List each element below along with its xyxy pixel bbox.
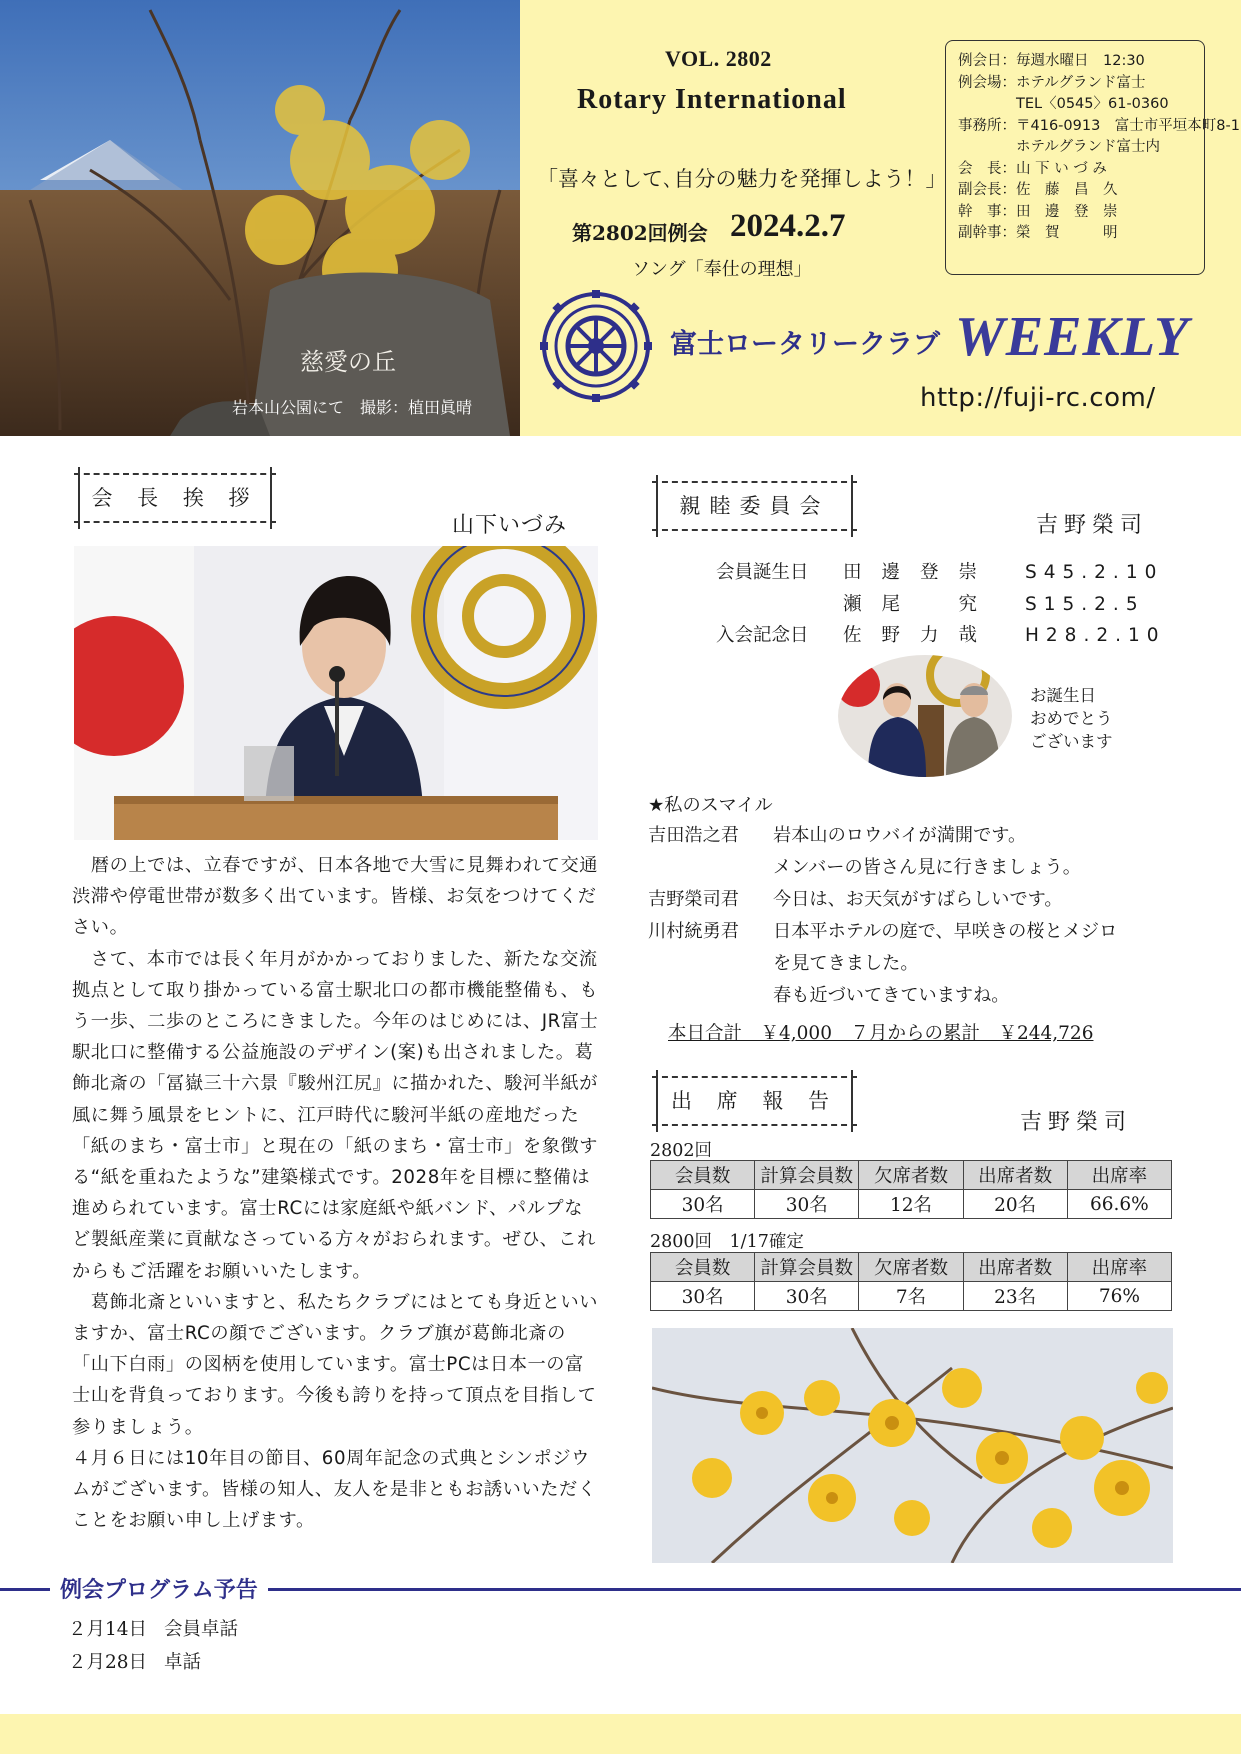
info-meeting-day: 例会日：毎週水曜日 12:30: [958, 53, 1145, 69]
attendance-report-label: 2802回: [650, 1141, 713, 1161]
table-cell: 30名: [651, 1282, 755, 1311]
wintersweet-photo: [652, 1328, 1173, 1563]
smile-text-line: 春も近づいてきていますね。: [773, 985, 1010, 1006]
weekly-logo: WEEKLY: [955, 306, 1190, 368]
stone-inscription: 慈愛の丘: [300, 348, 396, 376]
info-secretary: 幹 事：田 邊 登 崇: [958, 203, 1118, 220]
column-header: 欠席者数: [859, 1253, 963, 1282]
program-event: 卓話: [164, 1652, 202, 1673]
celebrations-list: [710, 557, 1180, 652]
table-cell: 30名: [651, 1190, 755, 1219]
table-cell: 66.6%: [1067, 1190, 1171, 1219]
birthday-message-line: お誕生日: [1030, 686, 1096, 705]
meeting-date: 2024.2.7: [730, 208, 846, 244]
song: ソング「奉仕の理想」: [632, 259, 812, 280]
club-info-box: [945, 40, 1240, 275]
attendance-table: [650, 1160, 1172, 1219]
fellowship-author: 吉野榮司: [1036, 513, 1149, 538]
attendance-report-label: 2800回 1/17確定: [650, 1232, 804, 1252]
info-tel: TEL〈0545〉61-0360: [958, 96, 1169, 112]
celebration-name: 田邊登崇: [843, 562, 998, 583]
program-date: ２月14日: [68, 1619, 148, 1640]
smile-text-line: 今日は、お天気がすばらしいです。: [773, 889, 1063, 910]
column-header: 欠席者数: [859, 1161, 963, 1190]
table-cell: 23名: [963, 1282, 1067, 1311]
table-cell: 7名: [859, 1282, 963, 1311]
attendance-author: 吉野榮司: [1020, 1110, 1133, 1135]
smile-text-line: メンバーの皆さん見に行きましょう。: [773, 857, 1081, 878]
greeting-section-title: 会 長 挨 拶: [74, 473, 276, 523]
info-vice-president: 副会長：佐 藤 昌 久: [958, 182, 1118, 198]
president-photo: [74, 546, 598, 840]
birthday-message: [1030, 684, 1113, 753]
birthday-message-line: ございます: [1030, 732, 1113, 751]
column-header: 計算会員数: [755, 1161, 859, 1190]
smile-member-name: 川村統勇君: [648, 921, 739, 942]
celebration-row: [710, 557, 1180, 589]
info-office: 事務所：〒416-0913 富士市平垣本町8-1: [958, 117, 1240, 134]
smile-entry: [648, 916, 1208, 1012]
info-president: 会 長：山 下 い づ み: [958, 160, 1107, 177]
cover-photo: [0, 0, 520, 436]
celebration-label: 入会記念日: [716, 625, 809, 646]
smile-entry: [648, 820, 1208, 884]
celebration-date: H28.2.10: [1025, 625, 1166, 646]
footer-band: [0, 1714, 1241, 1754]
smile-totals: 本日合計 ￥4,000 ７月からの累計 ￥244,726: [668, 1023, 1094, 1044]
smile-text-line: 岩本山のロウバイが満開です。: [773, 825, 1027, 846]
celebration-row: [710, 589, 1180, 621]
smile-heading: ★私のスマイル: [648, 795, 773, 816]
cover-photo-illustration: [0, 0, 520, 436]
greeting-paragraph: ４月６日には10年目の節目、60周年記念の式典とシンポジウムがございます。皆様の知人、友人を是非ともお誘いいただくことをお願い申し上げます。: [72, 1447, 597, 1532]
table-cell: 30名: [755, 1190, 859, 1219]
club-name: 富士ロータリークラブ: [670, 329, 940, 360]
celebration-row: [710, 620, 1180, 652]
program-event: 会員卓話: [164, 1619, 239, 1640]
greeting-paragraph: さて、本市では長く年月がかかっておりました、新たな交流拠点として取り掛かっている富士駅北口の都市機能整備も、もう一歩、二歩のところにきました。今年のはじめには、JR富士駅北口に整備する公益施設のデザイン(案)も出されました。葛飾北斎の「冨嶽三十六景『駿州江尻』に描かれた、駿河半紙が風に舞う風景をヒントに、江戸時代に駿河半紙の産地だった「紙のまち・富士市」と現在の「紙のまち・富士市」を象徴する“紙を重ねたような”建築様式です。2028年を目標に整備は進められています。富士RCには家庭紙や紙バンド、パルプなど製紙産業に貢献なさっている方々がおられます。ぜひ、これからもご活躍をお願いいたします。: [72, 948, 599, 1282]
program-item: [68, 1646, 238, 1679]
table-cell: 30名: [755, 1282, 859, 1311]
column-header: 出席率: [1067, 1161, 1171, 1190]
smile-member-name: 吉野榮司君: [648, 889, 739, 910]
rotary-emblem-icon: [540, 290, 652, 402]
attendance-section-title: 出 席 報 告: [652, 1076, 857, 1126]
birthday-photo: [838, 655, 1012, 777]
column-header: 出席率: [1067, 1253, 1171, 1282]
column-header: 計算会員数: [755, 1253, 859, 1282]
column-header: 会員数: [651, 1161, 755, 1190]
greeting-paragraph: 葛飾北斎といいますと、私たちクラブにはとても身近といいますか、富士RCの顔でございます。クラブ旗が葛飾北斎の「山下白雨」の図柄を使用しています。富士PCは日本一の富士山を背負っております。今後も誇りを持って頂点を目指して参りましょう。: [72, 1291, 599, 1438]
info-venue: 例会場：ホテルグランド富士: [958, 74, 1146, 91]
smile-text-line: 日本平ホテルの庭で、早咲きの桜とメジロ: [773, 921, 1118, 942]
table-row: [651, 1190, 1172, 1219]
program-section-title: 例会プログラム予告: [50, 1573, 268, 1604]
photo-caption: 岩本山公園にて 撮影：植田眞晴: [232, 398, 473, 417]
greeting-author: 山下いづみ: [452, 513, 568, 538]
info-office-venue: ホテルグランド富士内: [958, 139, 1160, 155]
theme-text: 「喜々として､自分の魅力を発揮しよう！」: [537, 167, 947, 191]
attendance-table: [650, 1252, 1172, 1311]
table-header-row: [651, 1253, 1172, 1282]
celebration-label: 会員誕生日: [716, 562, 809, 583]
greeting-body: [72, 850, 600, 1536]
table-row: [651, 1282, 1172, 1311]
meeting-number: 第2802回例会: [572, 221, 708, 245]
fellowship-section-title: 親睦委員会: [652, 481, 857, 531]
table-cell: 76%: [1067, 1282, 1171, 1311]
celebration-name: 佐野力哉: [843, 625, 998, 646]
program-item: [68, 1613, 238, 1646]
greeting-paragraph: 暦の上では、立春ですが、日本各地で大雪に見舞われて交通渋滞や停電世帯が数多く出ています。皆様、お気をつけてください。: [72, 855, 599, 939]
smile-text-line: を見てきました。: [773, 953, 919, 974]
birthday-message-line: おめでとう: [1030, 709, 1113, 728]
volume-number: VOL. 2802: [665, 46, 772, 71]
column-header: 出席者数: [963, 1253, 1067, 1282]
smile-section: [648, 790, 1208, 1012]
club-url[interactable]: http://fuji-rc.com/: [920, 383, 1156, 413]
table-cell: 20名: [963, 1190, 1067, 1219]
celebration-date: S45.2.10: [1025, 562, 1164, 583]
program-list: [68, 1613, 238, 1679]
smile-member-name: 吉田浩之君: [648, 825, 739, 846]
program-date: ２月28日: [68, 1652, 148, 1673]
celebration-name: 瀬尾 究: [843, 593, 998, 615]
column-header: 会員数: [651, 1253, 755, 1282]
rotary-international-title: Rotary International: [577, 84, 847, 115]
smile-entry: [648, 884, 1208, 916]
table-header-row: [651, 1161, 1172, 1190]
column-header: 出席者数: [963, 1161, 1067, 1190]
celebration-date: S15.2.5: [1025, 593, 1145, 615]
info-vice-secretary: 副幹事：榮 賀 明: [958, 225, 1118, 241]
table-cell: 12名: [859, 1190, 963, 1219]
